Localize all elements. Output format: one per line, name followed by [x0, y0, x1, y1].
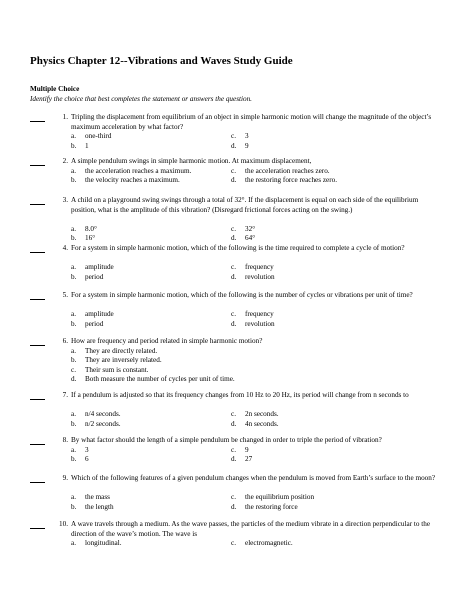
answer-blank[interactable] [30, 520, 45, 529]
choice-text: the velocity reaches a maximum. [85, 176, 180, 184]
choice-letter: a. [71, 310, 76, 318]
choice-letter: d. [231, 272, 237, 281]
choice-letter: b. [71, 176, 77, 184]
question-number: 9. [62, 474, 68, 482]
choice-text: the acceleration reaches a maximum. [85, 166, 192, 175]
question-text: Which of the following features of a given pendulum changes when the pendulum is moved from Earth’s surface to the moon? [71, 474, 436, 482]
choice-c [231, 225, 255, 235]
choice-letter: d. [231, 141, 237, 150]
choice-text: 9 [245, 445, 249, 454]
choice-letter: a. [71, 539, 76, 547]
choice-d [231, 320, 275, 330]
choice-text: n/2 seconds. [85, 419, 121, 428]
choice-letter: a. [71, 445, 76, 454]
choice-letter: d. [231, 502, 237, 511]
choice-text: one-third [85, 132, 112, 140]
choice-c [231, 310, 274, 320]
choice-letter: d. [231, 319, 237, 328]
choice-b [71, 176, 180, 186]
choice-text: 32° [245, 224, 256, 233]
choice-letter: b. [71, 356, 77, 364]
choice-d [231, 142, 249, 152]
choice-letter: d. [231, 176, 237, 184]
choice-text: 27 [245, 455, 253, 463]
choice-d [71, 375, 235, 385]
choice-a [71, 310, 114, 320]
question-number: 3. [62, 196, 68, 204]
question-number: 6. [62, 337, 68, 345]
choice-letter: c. [231, 166, 236, 175]
answer-blank[interactable] [30, 337, 45, 346]
choice-a [71, 539, 122, 549]
question-text: If a pendulum is adjusted so that its frequency changes from 10 Hz to 20 Hz, its period will change from n seconds to [71, 391, 409, 399]
choice-d [231, 420, 279, 430]
choice-text: 3 [245, 132, 249, 140]
choice-letter: d. [231, 455, 237, 463]
choice-letter: a. [71, 410, 76, 418]
answer-blank[interactable] [30, 291, 45, 300]
choice-d [231, 455, 252, 465]
choice-text: the restoring force [245, 502, 298, 511]
choice-letter: b. [71, 319, 77, 328]
choice-a [71, 347, 157, 357]
question-number: 10. [59, 520, 68, 528]
choice-text: frequency [245, 310, 274, 318]
choice-text: 16° [85, 234, 96, 242]
choice-text: the acceleration reaches zero. [245, 166, 330, 175]
choice-b [71, 503, 114, 513]
choice-c [231, 167, 330, 177]
choice-text: amplitude [85, 263, 114, 271]
choice-letter: b. [71, 502, 77, 511]
question-number: 2. [62, 157, 68, 165]
choice-text: They are inversely related. [85, 356, 162, 364]
choice-text: 4n seconds. [245, 419, 279, 428]
choice-letter: c. [71, 365, 76, 374]
choice-b [71, 273, 103, 283]
choice-text: longitudinal. [85, 539, 122, 547]
choice-letter: a. [71, 132, 76, 140]
choice-d [231, 503, 298, 513]
question-text: For a system in simple harmonic motion, which of the following is the time required to complete a cycle of motion? [71, 244, 405, 252]
choice-text: Both measure the number of cycles per unit of time. [85, 375, 235, 383]
choice-letter: c. [231, 310, 236, 318]
choice-c [231, 410, 279, 420]
choice-d [231, 273, 275, 283]
choice-c [231, 132, 249, 142]
question-text: How are frequency and period related in simple harmonic motion? [71, 337, 263, 345]
question-text: A simple pendulum swings in simple harmonic motion. At maximum displacement, [71, 157, 312, 165]
answer-blank[interactable] [30, 391, 45, 400]
choice-b [71, 356, 162, 366]
choice-text: They are directly related. [85, 346, 158, 355]
choice-text: 8.0° [85, 224, 97, 233]
section-title: Multiple Choice [30, 85, 80, 93]
choice-letter: b. [71, 272, 77, 281]
answer-blank[interactable] [30, 436, 45, 445]
question-number: 5. [62, 291, 68, 299]
choice-a [71, 410, 121, 420]
choice-text: 6 [85, 455, 89, 463]
question-text: Tripling the displacement from equilibrium of an object in simple harmonic motion will change the magnitude of the object’s maximum acceleration by what factor? [71, 113, 432, 131]
choice-a [71, 167, 191, 177]
answer-blank[interactable] [30, 113, 45, 122]
choice-b [71, 420, 121, 430]
choice-letter: b. [71, 419, 77, 428]
choice-c [231, 539, 293, 549]
choice-letter: c. [231, 445, 236, 454]
choice-letter: a. [71, 166, 76, 175]
question-number: 8. [62, 436, 68, 444]
choice-text: period [85, 272, 104, 281]
choice-text: amplitude [85, 310, 114, 318]
question-number: 1. [62, 113, 68, 121]
choice-letter: c. [231, 132, 236, 140]
answer-blank[interactable] [30, 474, 45, 483]
choice-letter: c. [231, 263, 236, 271]
choice-text: the mass [85, 493, 110, 501]
choice-a [71, 263, 114, 273]
choice-text: 64° [245, 234, 256, 242]
choice-letter: a. [71, 346, 76, 355]
answer-blank[interactable] [30, 196, 45, 205]
choice-letter: a. [71, 263, 76, 271]
choice-b [71, 234, 95, 244]
question-text: For a system in simple harmonic motion, which of the following is the number of cycles or vibrations per unit of time? [71, 291, 413, 299]
choice-text: revolution [245, 319, 275, 328]
choice-a [71, 132, 111, 142]
choice-text: the length [85, 502, 114, 511]
choice-text: the restoring force reaches zero. [245, 176, 337, 184]
choice-text: frequency [245, 263, 274, 271]
choice-d [231, 234, 255, 244]
choice-letter: d. [231, 234, 237, 242]
choice-c [231, 263, 274, 273]
answer-blank[interactable] [30, 157, 45, 166]
choice-text: 2n seconds. [245, 410, 279, 418]
question-text: A wave travels through a medium. As the wave passes, the particles of the medium vibrate in a direction perpendicular to the direction of the wave’s motion. The wave is [71, 520, 431, 538]
choice-text: the equilibrium position [245, 493, 315, 501]
choice-letter: d. [231, 419, 237, 428]
choice-text: revolution [245, 272, 275, 281]
document-title: Physics Chapter 12--Vibrations and Waves Study Guide [30, 55, 293, 67]
section-instructions: Identify the choice that best completes the statement or answers the question. [30, 95, 252, 103]
choice-letter: b. [71, 141, 77, 150]
choice-b [71, 142, 89, 152]
choice-a [71, 225, 97, 235]
choice-letter: d. [71, 375, 77, 383]
choice-text: electromagnetic. [245, 539, 293, 547]
question-number: 7. [62, 391, 68, 399]
question-text: A child on a playground swing swings through a total of 32°. If the displacement is equal on each side of the equilibrium position, what is the amplitude of this vibration? (Disregard frictional forces acting on the swing.) [71, 196, 419, 214]
question-text: By what factor should the length of a simple pendulum be changed in order to triple the period of vibration? [71, 436, 382, 444]
choice-letter: a. [71, 224, 76, 233]
choice-c [231, 493, 314, 503]
choice-text: period [85, 319, 104, 328]
choice-letter: c. [231, 493, 236, 501]
choice-letter: c. [231, 539, 236, 547]
choice-c [71, 366, 148, 376]
answer-blank[interactable] [30, 244, 45, 253]
choice-text: 1 [85, 141, 89, 150]
choice-text: n/4 seconds. [85, 410, 121, 418]
choice-letter: a. [71, 493, 76, 501]
question-number: 4. [62, 244, 68, 252]
choice-a [71, 446, 89, 456]
choice-d [231, 176, 337, 186]
choice-b [71, 455, 89, 465]
choice-letter: c. [231, 224, 236, 233]
choice-letter: c. [231, 410, 236, 418]
choice-text: 3 [85, 445, 89, 454]
choice-a [71, 493, 110, 503]
choice-letter: b. [71, 455, 77, 463]
choice-b [71, 320, 103, 330]
choice-c [231, 446, 249, 456]
choice-letter: b. [71, 234, 77, 242]
choice-text: Their sum is constant. [85, 365, 149, 374]
choice-text: 9 [245, 141, 249, 150]
